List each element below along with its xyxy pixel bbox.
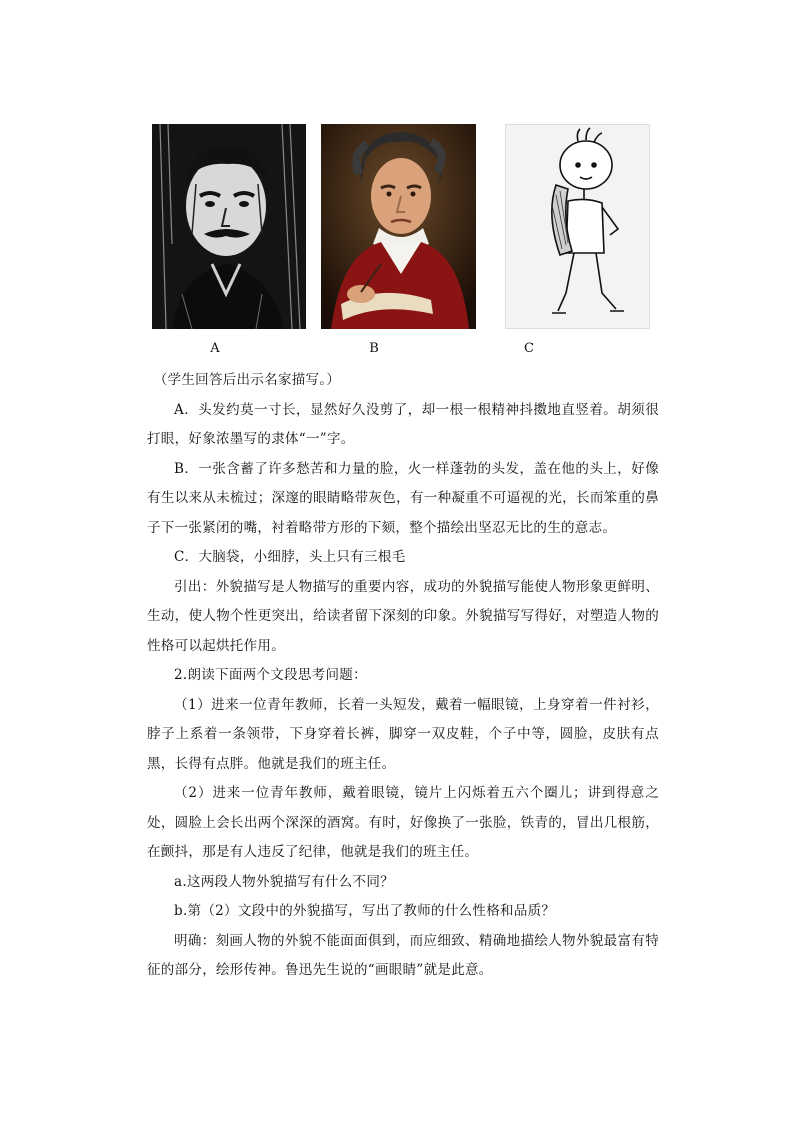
cartoon-sketch-icon [506,125,650,329]
figure-label-a: A [210,341,220,356]
body-text [147,366,659,986]
figure-label-c: C [524,341,534,356]
paragraph-answer: 明确：刻画人物的外貌不能面面俱到，而应细致、精确地描绘人物外貌最富有特征的部分，绘形传神。鲁迅先生说的“画眼睛”就是此意。 [147,932,659,978]
paragraph-passage-2: （2）进来一位青年教师，戴着眼镜，镜片上闪烁着五六个圈儿；讲到得意之处，圆脸上会长出两个深深的酒窝。有时，好像换了一张脸，铁青的，冒出几根筋，在颤抖，那是有人违反了纪律，他就是我们的班主任。 [147,785,659,860]
portrait-image-a [152,124,306,329]
paragraph-question-a: a.这两段人物外貌描写有什么不同？ [174,873,394,890]
paragraph-description-a: A．头发约莫一寸长，显然好久没剪了，却一根一根精神抖擞地直竖着。胡须很打眼，好象浓墨写的隶体“一”字。 [147,401,659,447]
paragraph-description-c: C．大脑袋，小细脖，头上只有三根毛 [174,549,406,565]
painted-portrait-icon [321,124,476,329]
paragraph-task-2: 2.朗读下面两个文段思考问题： [174,667,367,683]
portrait-image-b [321,124,476,329]
cartoon-image-c [505,124,650,329]
figure-label-b: B [369,341,379,356]
paragraph-description-b: B．一张含蓄了许多愁苦和力量的脸，火一样蓬勃的头发，盖在他的头上，好像有生以来从未梳过；深邃的眼睛略带灰色，有一种凝重不可逼视的光，长而笨重的鼻子下一张紧闭的嘴，衬着略带方形的下颏，整个描绘出坚忍无比的生的意志。 [147,460,659,536]
paragraph-question-b: b.第（2）文段中的外貌描写，写出了教师的什么性格和品质？ [174,903,556,919]
paragraph-summary: 引出：外貌描写是人物描写的重要内容，成功的外貌描写能使人物形象更鲜明、生动，使人物个性更突出，给读者留下深刻的印象。外貌描写写得好，对塑造人物的性格可以起烘托作用。 [147,578,659,654]
woodcut-portrait-icon [152,124,306,329]
paragraph-note: （学生回答后出示名家描写。） [153,372,341,388]
paragraph-passage-1: （1）进来一位青年教师，长着一头短发，戴着一幅眼镜，上身穿着一件衬衫，脖子上系着一条领带，下身穿着长裤，脚穿一双皮鞋，个子中等，圆脸，皮肤有点黑，长得有点胖。他就是我们的班主任。 [147,696,659,772]
